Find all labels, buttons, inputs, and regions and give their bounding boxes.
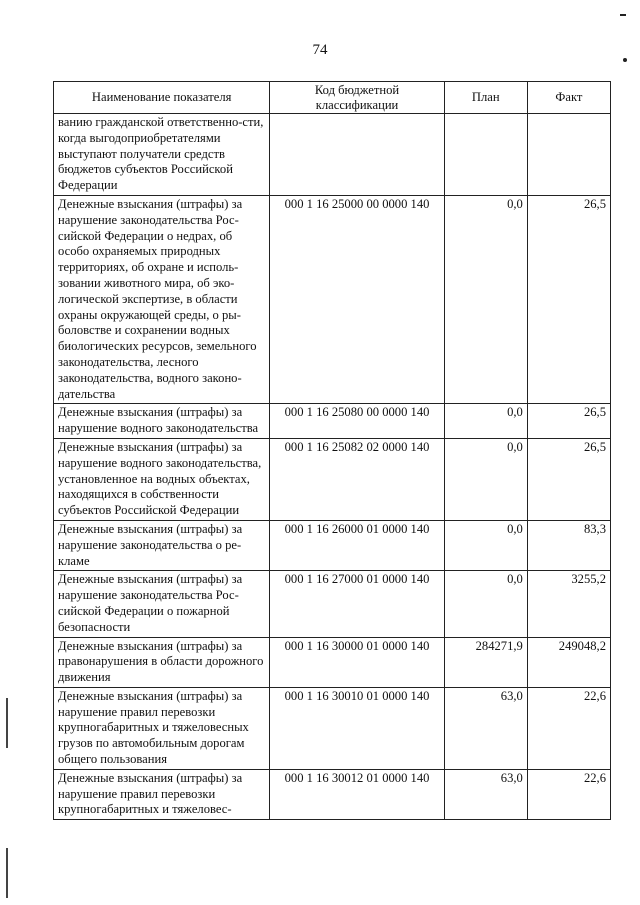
indicator-name: Денежные взыскания (штрафы) за нарушение законодательства Российской Федерации о недрах, об особо охраняемых природных территориях, об охране и использовании животного мира, об экологической экспертизе, в области охраны окружающей среды, о рыболовстве и сохранении водных биологических ресурсов, земельного законодательства, лесного законодательства, водного законодательства [54, 195, 270, 403]
table-row [54, 438, 611, 520]
fact-value [527, 114, 610, 196]
indicator-name: Денежные взыскания (штрафы) за нарушение водного законодательства [54, 404, 270, 439]
page-number: 74 [312, 42, 328, 58]
fact-value: 22,6 [527, 769, 610, 819]
fact-value: 26,5 [527, 195, 610, 403]
plan-value: 284271,9 [444, 637, 527, 687]
fact-value: 3255,2 [527, 571, 610, 637]
fact-value: 26,5 [527, 404, 610, 439]
scan-mark [620, 14, 626, 16]
plan-value: 0,0 [444, 438, 527, 520]
indicator-name: Денежные взыскания (штрафы) за нарушение правил перевозки крупногабаритных и тяжеловес- [54, 769, 270, 819]
plan-value [444, 114, 527, 196]
budget-table [53, 81, 611, 820]
plan-value: 0,0 [444, 195, 527, 403]
column-header-code: Код бюджетной классификации [270, 82, 444, 114]
plan-value: 0,0 [444, 520, 527, 570]
column-header-fact: Факт [527, 82, 610, 114]
table-row [54, 637, 611, 687]
budget-code: 000 1 16 25082 02 0000 140 [270, 438, 444, 520]
column-header-plan: План [444, 82, 527, 114]
plan-value: 63,0 [444, 769, 527, 819]
table-row [54, 571, 611, 637]
scan-margin-line [6, 848, 8, 898]
table-row [54, 195, 611, 403]
fact-value: 26,5 [527, 438, 610, 520]
indicator-name: ванию гражданской ответственно-сти, когда выгодоприобретателями выступают получатели средств бюджетов субъектов Российской Федерации [54, 114, 270, 196]
fact-value: 249048,2 [527, 637, 610, 687]
indicator-name: Денежные взыскания (штрафы) за нарушение законодательства Российской Федерации о пожарной безопасности [54, 571, 270, 637]
column-header-name: Наименование показателя [54, 82, 270, 114]
budget-code: 000 1 16 25080 00 0000 140 [270, 404, 444, 439]
table-row [54, 404, 611, 439]
budget-code [270, 114, 444, 196]
indicator-name: Денежные взыскания (штрафы) за правонарушения в области дорожного движения [54, 637, 270, 687]
indicator-name: Денежные взыскания (штрафы) за нарушение водного законодательства, установленное на водных объектах, находящихся в собственности субъектов Российской Федерации [54, 438, 270, 520]
indicator-name: Денежные взыскания (штрафы) за нарушение правил перевозки крупногабаритных и тяжеловесных грузов по автомобильным дорогам общего пользования [54, 687, 270, 769]
table-row [54, 769, 611, 819]
budget-code: 000 1 16 30010 01 0000 140 [270, 687, 444, 769]
budget-code: 000 1 16 30012 01 0000 140 [270, 769, 444, 819]
scan-margin-line [6, 698, 8, 748]
fact-value: 22,6 [527, 687, 610, 769]
table-row [54, 687, 611, 769]
budget-code: 000 1 16 26000 01 0000 140 [270, 520, 444, 570]
plan-value: 0,0 [444, 571, 527, 637]
plan-value: 0,0 [444, 404, 527, 439]
table-header-row [54, 82, 611, 114]
fact-value: 83,3 [527, 520, 610, 570]
indicator-name: Денежные взыскания (штрафы) за нарушение законодательства о рекламе [54, 520, 270, 570]
table-row [54, 520, 611, 570]
budget-code: 000 1 16 30000 01 0000 140 [270, 637, 444, 687]
plan-value: 63,0 [444, 687, 527, 769]
budget-code: 000 1 16 27000 01 0000 140 [270, 571, 444, 637]
table-row [54, 114, 611, 196]
budget-code: 000 1 16 25000 00 0000 140 [270, 195, 444, 403]
